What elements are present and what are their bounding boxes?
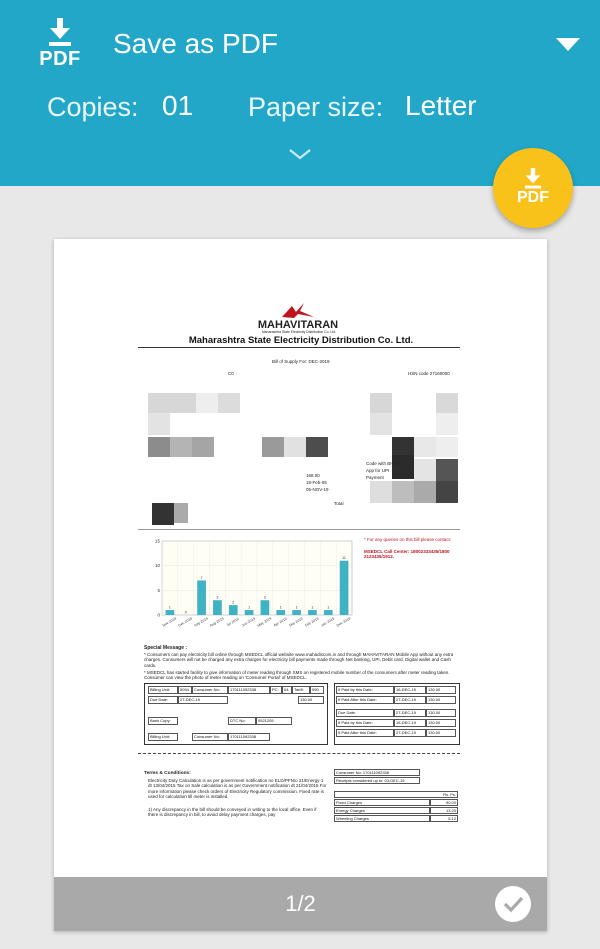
- chart-data-label: 1: [295, 605, 298, 610]
- chart-data-label: 1: [279, 605, 282, 610]
- paid-by-label-2: If Paid by this Date:: [336, 719, 394, 727]
- pdf-icon-label: PDF: [39, 48, 81, 70]
- chart-x-tick-label: Sep 2019: [193, 616, 209, 628]
- paid-after-amount: 130.00: [426, 696, 456, 704]
- app-text-1: Code with BHIM: [366, 461, 399, 466]
- redacted-block: [414, 459, 436, 481]
- redacted-block: [148, 393, 196, 413]
- consumer-no-label-2: Consumer No:: [192, 733, 228, 741]
- paid-by-amount: 130.00: [426, 686, 456, 694]
- redacted-block: [306, 437, 328, 457]
- chart-bar: [197, 580, 206, 615]
- chart-bar: [245, 610, 254, 615]
- chart-x-tick-label: May 2019: [256, 616, 273, 628]
- paid-after-label: If Paid After this Date:: [336, 696, 394, 704]
- redacted-block: [436, 459, 458, 481]
- divider: [138, 347, 460, 348]
- pdf-destination-icon[interactable]: [36, 18, 84, 72]
- fab-label: PDF: [517, 189, 549, 206]
- app-text-3: Payment: [366, 475, 384, 480]
- chart-data-label: 0: [184, 610, 187, 615]
- paid-by-date-2: 16-DEC-19: [394, 719, 426, 727]
- special-message: * Consumers can pay electricity bill online through MSEDCL official website www.mahadiscom.in and through MAHAVITARAN Mobile App without any extra charges. Consumers will not be charged any extra charges for electricity bill payments made through Net banking, UPI, Debit card, Digital wallet and Cash cards.: [144, 652, 454, 668]
- rs-ps-header: Rs. Ps.: [334, 791, 458, 798]
- dtc-no-label: DTC No:: [228, 717, 256, 725]
- redacted-block: [436, 393, 458, 413]
- special-message-title: Special Message :: [144, 645, 188, 651]
- redacted-block: [262, 437, 284, 457]
- expand-chevron-icon[interactable]: [287, 146, 313, 162]
- download-icon: [524, 168, 542, 190]
- chart-x-tick-label: Nov 2018: [161, 616, 178, 628]
- redacted-block: [148, 413, 170, 435]
- paid-by-amount-2: 130.00: [426, 719, 456, 727]
- redacted-block: [436, 413, 458, 435]
- due-date-value-2: 27-DEC-19: [394, 709, 426, 717]
- redacted-block: [370, 481, 392, 503]
- redacted-block: [392, 481, 414, 503]
- page-preview[interactable]: [54, 239, 547, 931]
- paid-after-date: 27-DEC-19: [394, 696, 426, 704]
- chart-data-label: 1: [168, 605, 171, 610]
- bill-code: C0: [228, 371, 234, 376]
- paid-after-amount-2: 130.00: [426, 729, 456, 737]
- chart-data-label: 3: [216, 595, 219, 600]
- logo-tagline: Maharashtra State Electricity Distribution Co. Ltd.: [261, 330, 337, 334]
- consumer-no-value-2: 170111092338: [228, 733, 270, 741]
- paid-by-label: If Paid by this Date:: [336, 686, 394, 694]
- page-indicator: 1/2: [285, 891, 316, 916]
- due-date-label: Due Date:: [148, 696, 178, 704]
- redacted-block: [196, 393, 218, 413]
- redacted-block: [148, 437, 170, 457]
- paper-size-value[interactable]: Letter: [405, 90, 477, 121]
- company-name: Maharashtra State Electricity Distribution Co. Ltd.: [188, 335, 414, 346]
- total-label: Total: [334, 501, 344, 506]
- redacted-block: [414, 481, 436, 503]
- redacted-block: [370, 413, 392, 435]
- chart-data-label: 1: [248, 605, 251, 610]
- chart-x-tick-label: Jan 2019: [320, 616, 336, 628]
- chart-data-label: 2: [232, 600, 235, 605]
- chart-bar: [166, 610, 175, 615]
- chart-y-tick-label: 5: [157, 587, 160, 593]
- fixed-charges-label: Fixed Charges: [334, 799, 430, 806]
- redacted-block: [436, 437, 458, 457]
- chart-bar: [229, 605, 238, 615]
- bill-document: [138, 303, 464, 863]
- chart-bar: [324, 610, 333, 615]
- chart-bar: [261, 600, 270, 615]
- chart-data-label: 1: [311, 605, 314, 610]
- redacted-block: [170, 437, 192, 457]
- energy-charges-value: 13.20: [430, 807, 458, 814]
- dropdown-arrow-icon[interactable]: [556, 38, 580, 51]
- chart-data-label: 1: [327, 605, 330, 610]
- hsn-code: HSN code 27160000: [408, 371, 450, 376]
- paid-by-date: 16-DEC-19: [394, 686, 426, 694]
- lightning-logo-icon: [278, 303, 318, 319]
- chart-bar: [308, 610, 317, 615]
- queries-note: * For any queries on this bill please contact:: [364, 537, 452, 542]
- bill-amount: 130.00: [298, 696, 324, 704]
- copies-label: Copies:: [47, 92, 139, 122]
- chart-x-tick-label: Mar 2019: [288, 616, 304, 628]
- due-date-value: 27-DEC-19: [178, 696, 228, 704]
- terms-title: Terms & Conditions:: [144, 771, 191, 776]
- redacted-block: [436, 481, 458, 503]
- bill-supply-period: Bill of Supply For: DEC-2019: [272, 359, 330, 364]
- tariff-label: Tariff:: [292, 686, 310, 694]
- redacted-block: [370, 393, 392, 413]
- meter-info-3: 05-NOV-19: [306, 487, 329, 492]
- dtc-no-value: 0521205: [256, 717, 292, 725]
- chart-bar: [213, 600, 222, 615]
- chart-x-tick-label: Dec 2018: [177, 616, 193, 628]
- terms-2: 1) Any discrepancy in the bill should be conveyed in writing to the local office. Even if there is discrepancy in bill, to avoid delay payment charges, pay: [148, 807, 317, 818]
- download-icon: [48, 18, 72, 48]
- redacted-block: [174, 503, 188, 523]
- bill-amount-2: 130.00: [426, 709, 456, 717]
- divider: [138, 529, 460, 530]
- redacted-block: [414, 437, 436, 457]
- chart-x-tick-label: Dec 2019: [335, 616, 352, 628]
- paid-after-label-2: If Paid After this Date:: [336, 729, 394, 737]
- cut-line: [138, 753, 460, 754]
- meter-info-1: 168.00: [306, 473, 320, 478]
- chart-y-tick-label: 15: [154, 538, 160, 544]
- copies-value[interactable]: 01: [162, 90, 194, 121]
- chart-data-label: 11: [342, 556, 346, 561]
- redacted-block: [218, 393, 240, 413]
- paid-after-date-2: 27-DEC-19: [394, 729, 426, 737]
- energy-charges-label: Energy Charges: [334, 807, 430, 814]
- msedcl-logo: [238, 303, 358, 333]
- receipts-considered: Receipts considered up to: 03-DEC-19: [334, 777, 420, 784]
- chart-x-tick-label: Apr 2019: [272, 616, 288, 628]
- receipt-consumer-no: Consumer No: 170111092338: [334, 769, 420, 776]
- chart-y-tick-label: 10: [154, 563, 160, 569]
- chart-data-label: 7: [200, 575, 203, 580]
- chart-x-tick-label: Aug 2019: [209, 616, 225, 628]
- redacted-block: [392, 437, 414, 455]
- page-footer-bar: [54, 877, 547, 931]
- redacted-block: [152, 503, 174, 525]
- save-pdf-fab[interactable]: [493, 148, 573, 228]
- chart-bar: [340, 561, 349, 615]
- wheeling-charges-value: 5.12: [430, 815, 458, 822]
- consumer-no-value: 170111092338: [228, 686, 270, 694]
- chart-x-tick-label: Feb 2019: [304, 616, 320, 628]
- chart-data-label: 3: [263, 595, 266, 600]
- special-message-2: * MSEDCL has started facility to give information of meter reading through SMS on registered mobile number of the consumers after meter reading taken. Consumer can view the photo of meter reading on 'Consumer Portal' of MSEDCL.: [144, 670, 450, 681]
- pc-value: 04: [282, 686, 292, 694]
- billing-unit-label: Billing Unit:: [148, 686, 178, 694]
- page-select-checkbox[interactable]: [495, 886, 531, 922]
- meter-info-2: 18-Feb-05: [306, 480, 327, 485]
- tariff-value: 090: [310, 686, 324, 694]
- billing-unit-value: 5094: [178, 686, 192, 694]
- chart-bar: [276, 610, 285, 615]
- redacted-block: [284, 437, 306, 457]
- chart-x-tick-label: Jun 2019: [241, 616, 256, 628]
- redacted-block: [392, 455, 414, 479]
- destination-select[interactable]: Save as PDF: [113, 28, 278, 59]
- chart-y-tick-label: 0: [157, 612, 160, 618]
- redacted-block: [192, 437, 214, 457]
- billing-unit-label-2: Billing Unit:: [148, 733, 178, 741]
- logo-text: MAHAVITARAN: [257, 319, 339, 331]
- paper-size-label: Paper size:: [248, 92, 384, 122]
- chart-bar: [292, 610, 301, 615]
- chart-x-tick-label: Jul 2019: [225, 617, 240, 628]
- fixed-charges-value: 90.00: [430, 799, 458, 806]
- pc-label: PC:: [270, 686, 282, 694]
- call-centre: MSEDCL Call Center: 18002333435/1800 2123435/1912.: [364, 549, 450, 560]
- consumption-chart: [148, 535, 358, 635]
- bank-copy-label: Bank Copy:: [148, 717, 178, 725]
- wheeling-charges-label: Wheeling Charges: [334, 815, 430, 822]
- terms-1: Electricity Duty Calculation is as per government notification no ELD/PFN/o 21/Energy-1 dt 13/04/2015 Tax on Sale calculation is as per Government notification dt 21/04/2015 For more information please check orders of Electricity Regulatory commission. Fixed rate is used for calculation till meter is installed.: [148, 778, 327, 800]
- consumer-no-label: Consumer No:: [192, 686, 228, 694]
- due-date-label-2: Due Date:: [336, 709, 394, 717]
- app-text-2: App for UPI: [366, 468, 390, 473]
- check-icon: [495, 886, 531, 922]
